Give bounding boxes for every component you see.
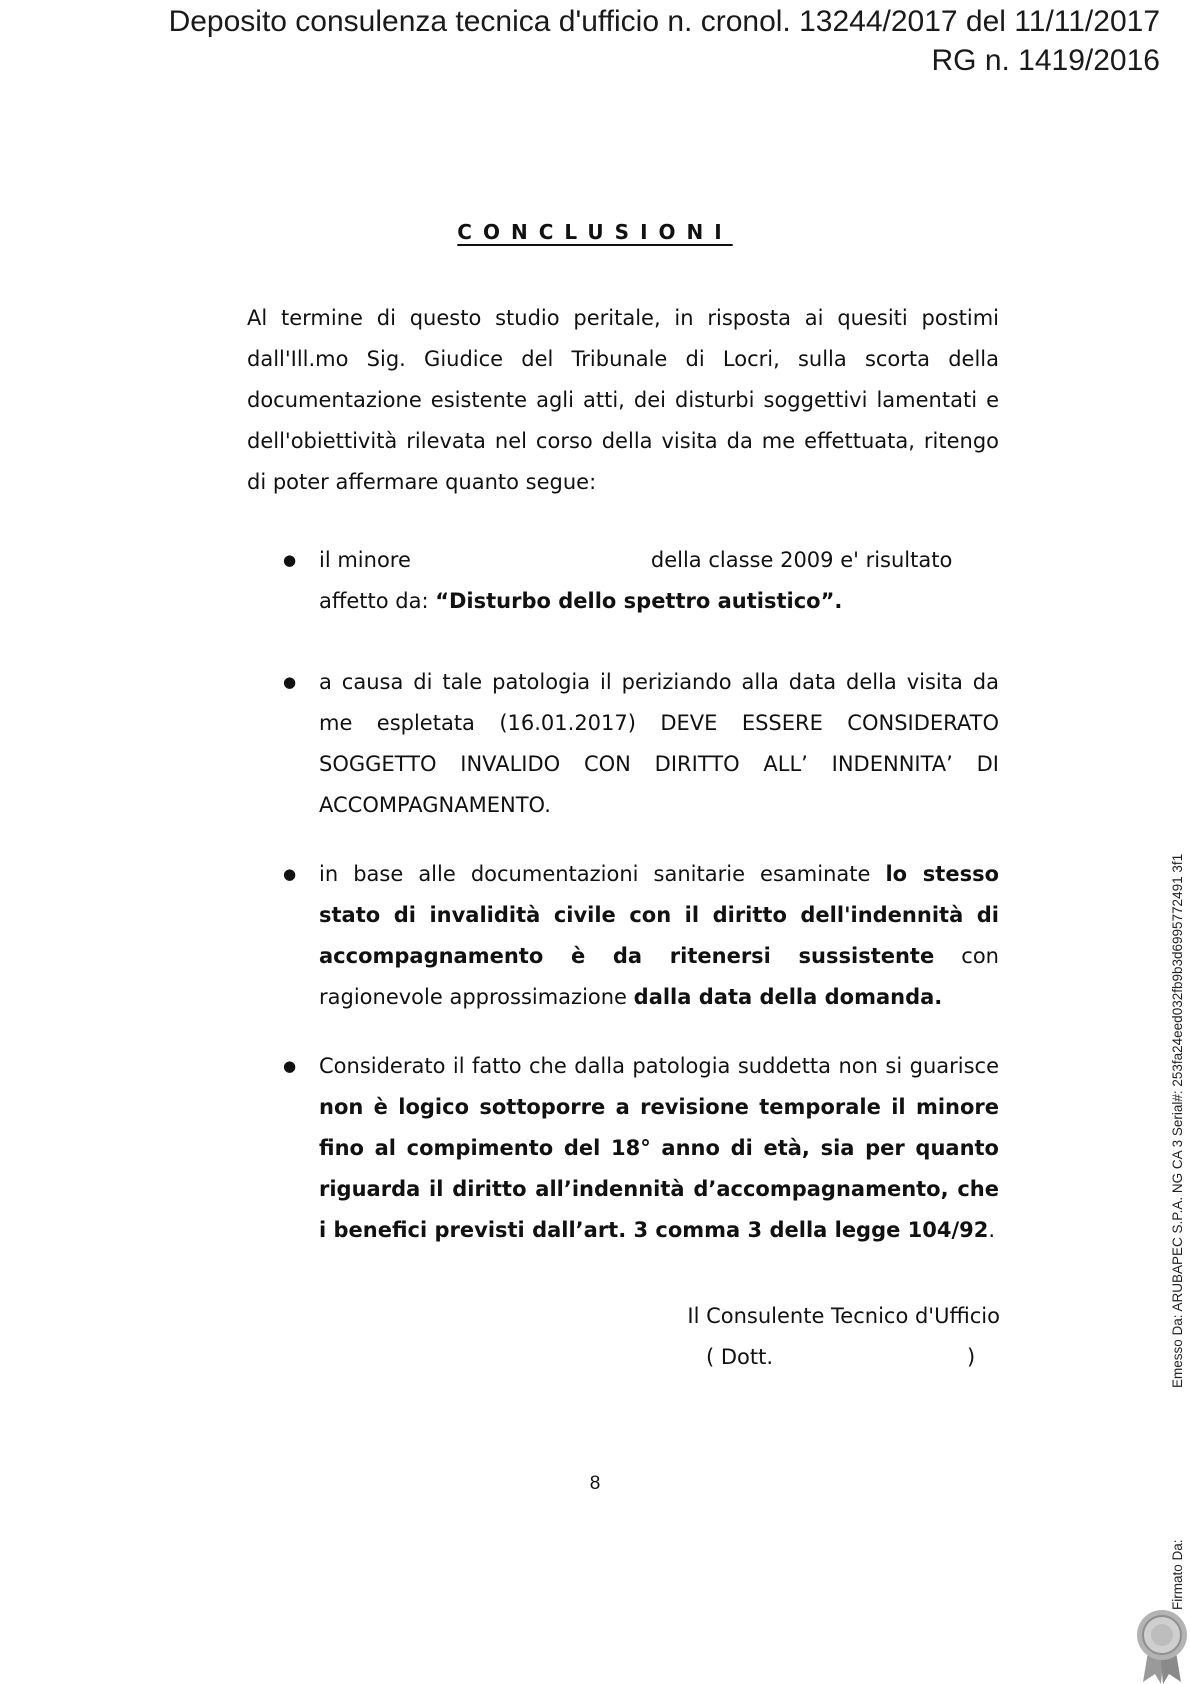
item-3-bold-a: lo stesso stato di invalidità civile con il diritto dell'indennità di accompagnamento è da ritenersi sussistente xyxy=(319,862,999,968)
signature-block xyxy=(600,1296,1000,1378)
list-item xyxy=(247,540,999,622)
item-3-text-b: con ragionevole approssimazione xyxy=(319,944,999,1009)
item-4-text-a: Considerato il fatto che dalla patologia suddetta non si guarisce xyxy=(319,1054,999,1078)
page-number: 8 xyxy=(589,1473,601,1494)
header-line-2: RG n. 1419/2016 xyxy=(931,44,1160,77)
signature-seal-icon xyxy=(1135,1608,1189,1684)
item-4-text-b: . xyxy=(988,1218,996,1242)
bullet-dot-icon: ● xyxy=(283,865,297,883)
item-1-text-b: della classe 2009 e' risultato xyxy=(650,548,953,572)
list-item xyxy=(247,854,999,1018)
item-1-diagnosis: “Disturbo dello spettro autistico”. xyxy=(435,589,843,613)
intro-paragraph: Al termine di questo studio peritale, in risposta ai quesiti postimi dall'Ill.mo Sig. Giudice del Tribunale di Locri, sulla scorta della documentazione esistente agli atti, dei disturbi soggettivi lamentati e dell'obiettività rilevata nel corso della visita da me effettuata, ritengo di poter affermare quanto segue: xyxy=(247,306,999,494)
signature-title: Il Consulente Tecnico d'Ufficio xyxy=(687,1304,1000,1328)
list-item xyxy=(247,662,999,826)
header-line-1: Deposito consulenza tecnica d'ufficio n. cronol. 13244/2017 del 11/11/2017 xyxy=(168,5,1160,38)
item-2-text: a causa di tale patologia il periziando alla data della visita da me espletata (16.01.2017) DEVE ESSERE CONSIDERATO SOGGETTO INVALIDO CON DIRITTO ALL’ INDENNITA’ DI ACCOMPAGNAMENTO. xyxy=(319,670,999,817)
signature-name-open: ( Dott. xyxy=(706,1345,774,1369)
item-1-text-a: il minore xyxy=(319,548,411,572)
item-4-bold: non è logico sottoporre a revisione temporale il minore fino al compimento del 18° anno di età, sia per quanto riguarda il diritto all’indennità d’accompagnamento, che i benefici previsti dall’art. 3 comma 3 della legge 104/92 xyxy=(319,1095,999,1242)
item-1-text-c: affetto da: xyxy=(319,589,436,613)
conclusions-list xyxy=(247,540,999,1251)
list-item xyxy=(247,1046,999,1251)
section-title: CONCLUSIONI xyxy=(457,220,733,244)
item-3-bold-b: dalla data della domanda. xyxy=(633,985,943,1009)
bullet-dot-icon: ● xyxy=(283,673,297,691)
digital-signature-issuer: Emesso Da: ARUBAPEC S.P.A. NG CA 3 Serial#: 253fa24eed032fb9b3d6995772491 3f1 xyxy=(1170,853,1185,1388)
document-header xyxy=(169,2,1160,80)
signature-name xyxy=(600,1337,1000,1378)
digital-signature-signed-by: Firmato Da: xyxy=(1170,1539,1185,1610)
bullet-dot-icon: ● xyxy=(283,551,297,569)
item-3-text-a: in base alle documentazioni sanitarie esaminate xyxy=(319,862,886,886)
bullet-dot-icon: ● xyxy=(283,1057,297,1075)
signature-name-close: ) xyxy=(967,1345,976,1369)
